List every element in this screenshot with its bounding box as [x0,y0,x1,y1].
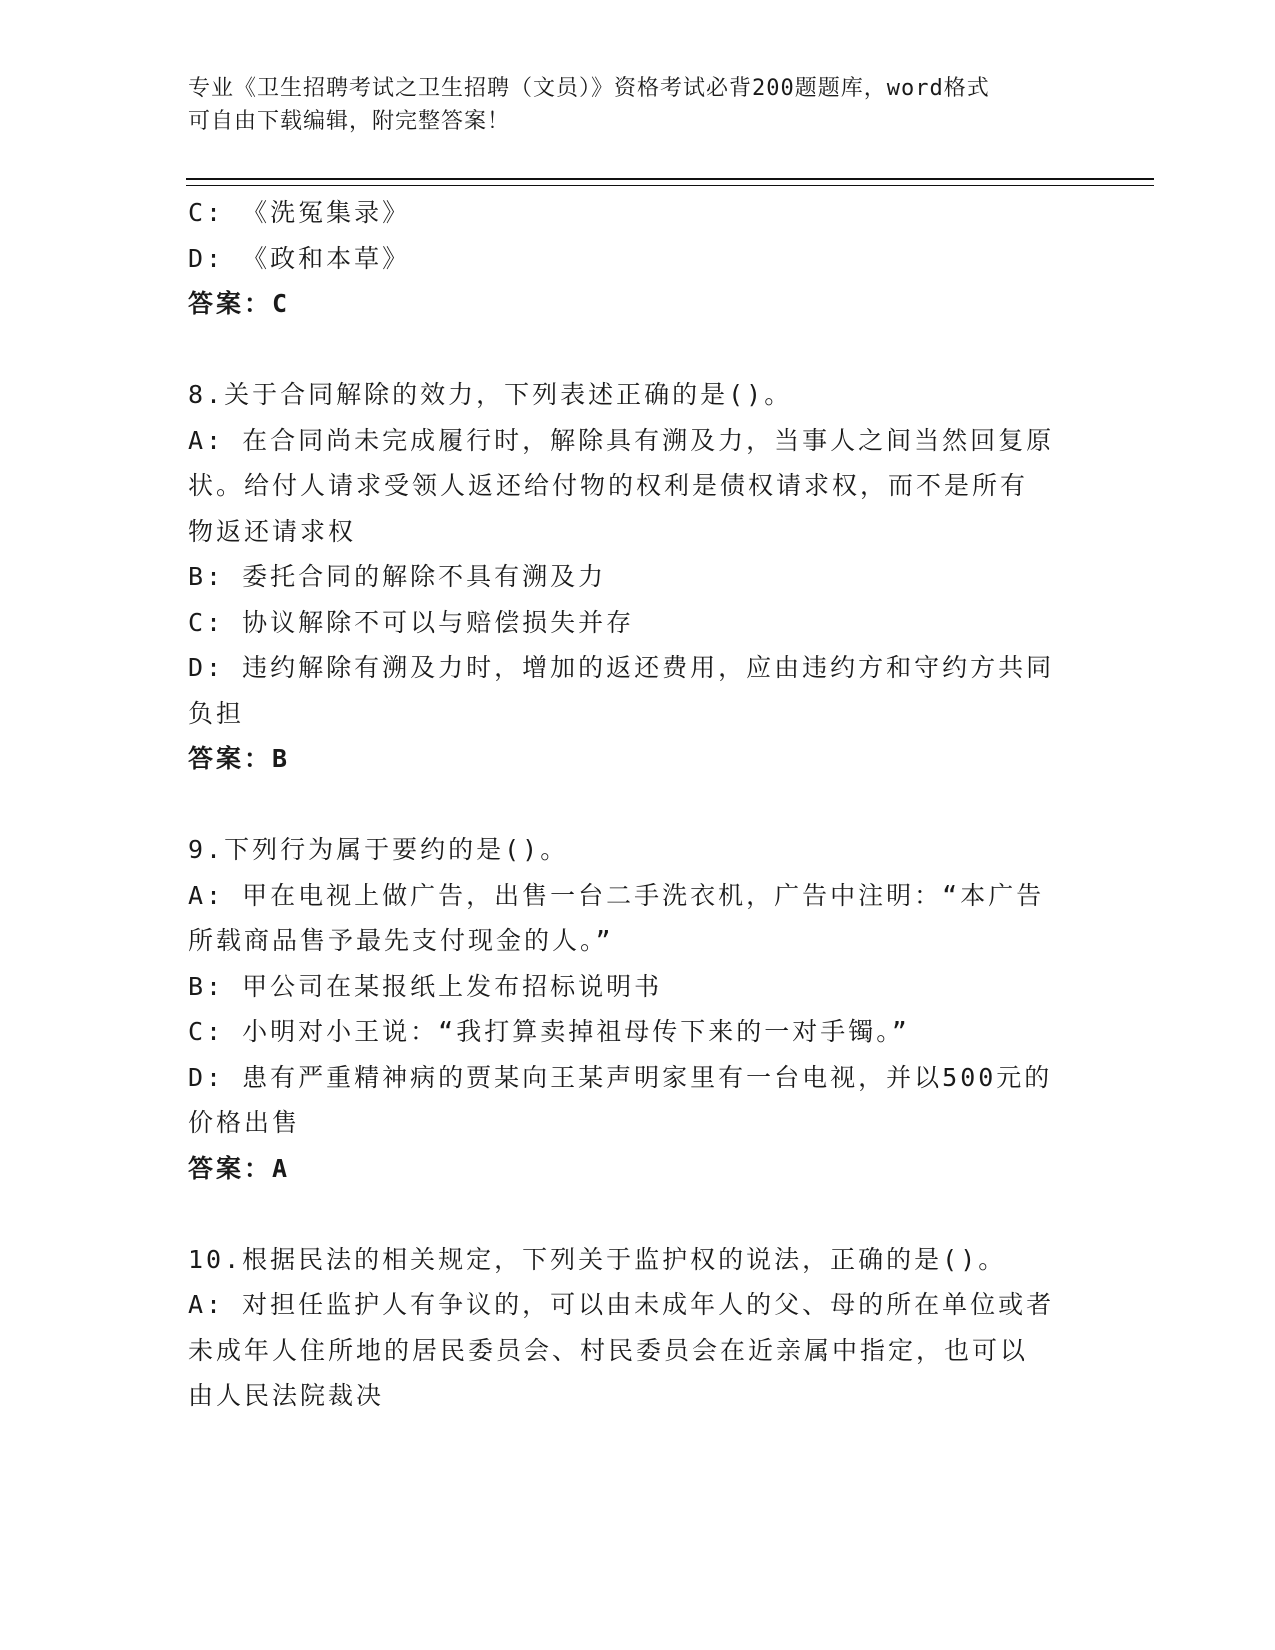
block-spacer [188,782,1068,828]
option-a-line-2: 未成年人住所地的居民委员会、村民委员会在近亲属中指定，也可以 [188,1335,1029,1365]
option-d-line-1: D: 患有严重精神病的贾某向王某声明家里有一台电视，并以500元的 [188,1062,1053,1092]
header-divider [186,178,1154,186]
option-d-line-2: 价格出售 [188,1108,301,1137]
question-8-block [188,372,1068,782]
question-content [188,190,1068,1419]
question-10-block [188,1237,1068,1419]
option-a-line-2: 状。给付人请求受领人返还给付物的权利是债权请求权，而不是所有 [188,471,1029,500]
option-a-line-3: 物返还请求权 [188,516,357,546]
question-text: 8.关于合同解除的效力，下列表述正确的是()。 [188,380,793,409]
option-a-line-3: 由人民法院裁决 [188,1381,385,1410]
question-7-block [188,190,1068,327]
option-a-line-1: A: 甲在电视上做广告，出售一台二手洗衣机，广告中注明：“本广告 [188,880,1045,910]
option-b: B: 委托合同的解除不具有溯及力 [188,562,607,591]
option-c: C: 《洗冤集录》 [188,198,411,227]
block-spacer [188,1191,1068,1237]
question-text: 9.下列行为属于要约的是()。 [188,835,569,864]
option-d: D: 《政和本草》 [188,243,411,273]
option-a-line-2: 所载商品售予最先支付现金的人。” [188,926,614,955]
question-text: 10.根据民法的相关规定，下列关于监护权的说法，正确的是()。 [188,1244,1007,1274]
answer-label: 答案：C [188,289,291,318]
header-title-line-1: 专业《卫生招聘考试之卫生招聘（文员）》资格考试必背200题题库，word格式 [188,76,990,101]
option-c: C: 小明对小王说：“我打算卖掉祖母传下来的一对手镯。” [188,1017,910,1046]
option-c: C: 协议解除不可以与赔偿损失并存 [188,607,635,637]
option-d-line-1: D: 违约解除有溯及力时，增加的返还费用，应由违约方和守约方共同 [188,653,1055,682]
option-a-line-1: A: 在合同尚未完成履行时，解除具有溯及力，当事人之间当然回复原 [188,425,1055,455]
question-9-block [188,827,1068,1191]
option-a-line-1: A: 对担任监护人有争议的，可以由未成年人的父、母的所在单位或者 [188,1290,1055,1319]
answer-label: 答案：B [188,744,291,773]
option-d-line-2: 负担 [188,698,245,728]
answer-label: 答案：A [188,1153,291,1183]
block-spacer [188,327,1068,373]
page-header [188,72,1088,138]
option-b: B: 甲公司在某报纸上发布招标说明书 [188,971,663,1001]
header-title-line-2: 可自由下载编辑，附完整答案！ [188,109,511,134]
